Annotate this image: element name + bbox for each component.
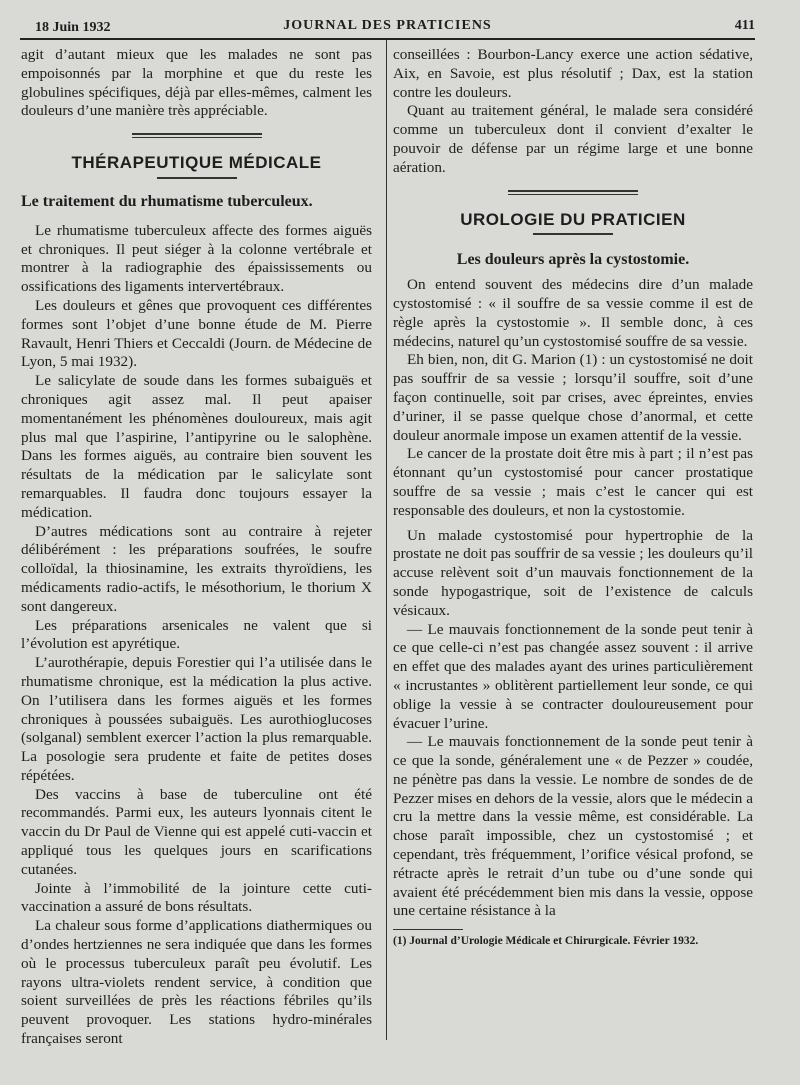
body-paragraph: Jointe à l’immobilité de la jointure cette cuti-vaccination a assuré de bons résultats. bbox=[21, 879, 372, 916]
body-paragraph: Le salicylate de soude dans les formes subaiguës et chroniques agit assez mal. Il peut apaiser momentanément les phénomènes douloureux, mais agit plus mal que l’aspirine, l’antipyrine ou le salophène. Dans les formes aiguës, au contraire bien souvent les résultats de la médication par le salicylate sont remarquables. Il faudra donc toujours essayer la médication. bbox=[21, 372, 372, 521]
body-paragraph: — Le mauvais fonctionnement de la sonde peut tenir à ce que celle-ci n’est pas changée assez souvent : il arrive en effet que des malades ayant des urines particulièrement « incrustantes » oblitèrent partiellement leur sonde, ce qui oblige la vessie à se contracter douloureusement pour évacuer l’urine. bbox=[393, 620, 753, 732]
body-paragraph: L’aurothérapie, depuis Forestier qui l’a utilisée dans le rhumatisme chronique, est la médication la plus active. On l’utilisera dans les formes aiguës et les formes chroniques à poussées subaiguës. Les aurothioglucoses (solganal) semblent exercer l’action la plus remarquable. La posologie sera prudente et faite de petites doses répétées. bbox=[21, 654, 372, 784]
section-title-urologie: UROLOGIE DU PRATICIEN bbox=[460, 209, 686, 229]
body-paragraph: Un malade cystostomisé pour hypertrophie de la prostate ne doit pas souffrir de sa vessie ; les douleurs qu’il accuse relèvent soit d’un mauvais fonctionnement de la sonde hypogastrique, soit de l’existence de calculs vésicaux. bbox=[393, 526, 753, 619]
article-title-cystostomie: Les douleurs après la cystostomie. bbox=[456, 251, 690, 269]
body-paragraph: Des vaccins à base de tuberculine ont été recommandés. Parmi eux, les auteurs lyonnais citent le vaccin du Dr Paul de Vienne qui est appelé cuti-vaccin et appliqué tous les quelques jours en scarifications cutanées. bbox=[21, 785, 372, 878]
body-paragraph: Eh bien, non, dit G. Marion (1) : un cystostomisé ne doit pas souffrir de sa vessie ; lorsqu’il souffre, soit d’une façon continuelle, soit par crises, avec épreintes, envies d’uriner, il se passe quelque chose d’anormal, et cette douleur anormale impose un examen attentif de la vessie. bbox=[393, 351, 753, 444]
title-underline bbox=[157, 177, 237, 179]
body-paragraph: Quant au traitement général, le malade sera considéré comme un tuberculeux dont il convient d’exalter le pouvoir de défense par un régime large et une bonne aération. bbox=[393, 102, 753, 176]
footnote: (1) Journal d’Urologie Médicale et Chirurgicale. Février 1932. bbox=[393, 935, 699, 948]
body-paragraph: — Le mauvais fonctionnement de la sonde peut tenir à ce que la sonde, généralement une « de Pezzer » coudée, ne pénètre pas dans la vessie. Le nombre de sondes de de Pezzer mises en dehors de la vessie, alors que le médecin a cru la mettre dans la vessie même, est considérable. La chose paraît impossible, chez un cystostomisé ; et cependant, très fréquemment, l’orifice vésical profond, se rétracte après le retrait d’un tube ou d’une sonde qui avaient été précédemment bien mis dans la vessie, oppose une certaine résistance à la bbox=[393, 733, 753, 920]
issue-date: 18 Juin 1932 bbox=[35, 20, 111, 35]
section-separator bbox=[132, 133, 262, 138]
body-paragraph: Le rhumatisme tuberculeux affecte des formes aiguës et chroniques. Il peut siéger à la colonne vertébrale et montrer à la radiographie des épaississements ou ossifications des ligaments intervertébraux. bbox=[21, 221, 372, 296]
left-column bbox=[21, 46, 372, 1049]
article-title-rhumatisme: Le traitement du rhumatisme tuberculeux. bbox=[21, 192, 313, 210]
column-divider bbox=[386, 40, 387, 1040]
continuation-paragraph: conseillées : Bourbon-Lancy exerce une action sédative, Aix, en Savoie, est plus résolutif ; Dax, est la station contre les douleurs. bbox=[393, 46, 753, 101]
right-column bbox=[393, 46, 753, 948]
header-rule bbox=[20, 38, 755, 40]
body-paragraph: Les douleurs et gênes que provoquent ces différentes formes sont l’objet d’une bonne étude de M. Pierre Ravault, Henri Thiers et Ceccaldi (Journ. de Médecine de Lyon, 5 mai 1932). bbox=[21, 296, 372, 371]
body-paragraph: On entend souvent des médecins dire d’un malade cystostomisé : « il souffre de sa vessie comme il est de règle après la cystostomie ». Il semble donc, à ces médecins, naturel qu’un cystostomisé souffre de sa vessie. bbox=[393, 276, 753, 350]
footnote-rule bbox=[393, 929, 463, 930]
title-underline bbox=[533, 233, 613, 235]
section-title-therapeutique: THÉRAPEUTIQUE MÉDICALE bbox=[71, 153, 322, 173]
body-paragraph: Les préparations arsenicales ne valent que si l’évolution est apyrétique. bbox=[21, 616, 372, 653]
page-header bbox=[20, 14, 755, 36]
section-separator bbox=[508, 190, 638, 195]
body-paragraph: La chaleur sous forme d’applications diathermiques ou d’ondes hertziennes ne sera indiquée que dans les formes où le processus tuberculeux paraît peu évolutif. Les rayons ultra-violets rendent service, à condition que soient surveillées de près les réactions fébriles qu’ils peuvent provoquer. Les stations hydro-minérales françaises seront bbox=[21, 917, 372, 1048]
body-paragraph: Le cancer de la prostate doit être mis à part ; il n’est pas étonnant qu’un cystostomisé pour cancer prostatique souffre de sa vessie ; mais c’est le cancer qui est responsable des douleurs, et non la cystostomie. bbox=[393, 445, 753, 519]
body-paragraph: D’autres médications sont au contraire à rejeter délibérément : les préparations soufrées, le soufre colloïdal, la thiosinamine, les extraits thyroïdiens, les médicaments radio-actifs, le mésothorium, le thorium X sont dangereux. bbox=[21, 522, 372, 615]
intro-paragraph: agit d’autant mieux que les malades ne sont pas empoisonnés par la morphine et que du reste les globulines spécifiques, déjà par elles-mêmes, calment les douleurs d’une manière très appréciable. bbox=[21, 46, 372, 120]
journal-title: JOURNAL DES PRATICIENS bbox=[283, 18, 492, 33]
page-number: 411 bbox=[734, 18, 755, 33]
